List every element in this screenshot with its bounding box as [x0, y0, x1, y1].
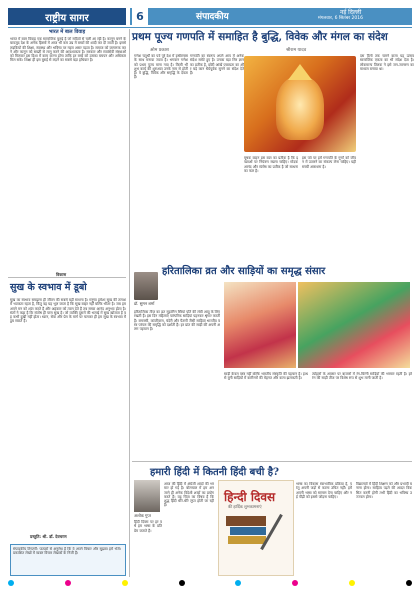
hindi-col-2: भाषा का विकास स्वाभाविक प्रक्रिया है, परंतु अपनी जड़ों से कटना उचित नहीं। हमें अपनी भाषा को सम्मान देना चाहिए और नई पीढ़ी को इससे जोड़ना चाहिए।	[296, 482, 352, 499]
registration-dot-icon	[65, 580, 71, 586]
teej-writer-photo	[134, 272, 158, 300]
masthead-divider	[8, 27, 412, 28]
main-byline-right: श्रीराम यादव	[286, 48, 307, 53]
teej-photo-women	[298, 282, 410, 368]
left-column-subhead: भारत में बाल विवाह	[48, 29, 86, 35]
print-registration-bar	[8, 580, 412, 586]
left-column-2-body: सुख का स्वभाव समझना ही जीवन की सबसे बड़ी साधना है। मनुष्य हमेशा सुख की तलाश में भटकता रहता है, किंतु वह यह भूल जाता है कि सुख बाहर नहीं बल्कि भीतर है। जब हम अपने मन को शांत करते हैं और अहंकार को त्याग देते हैं तब सच्चा आनंद अनुभव होता है। संतों ने कहा है कि संतोष ही परम सुख है। जो व्यक्ति दूसरों की भलाई में सुख खोजता है वह कभी दुखी नहीं होता। ध्यान, सेवा और प्रेम के मार्ग पर चलकर ही हम सुख के स्वभाव में डूब सकते हैं।	[10, 298, 126, 324]
hindi-col-3: विद्यालयों में हिंदी शिक्षण को और प्रभावी बनाना होगा। साहित्य पढ़ने की आदत विकसित करनी होगी तभी हिंदी का भविष्य उज्ज्वल होगा।	[356, 482, 412, 499]
main-article-col-2: गणपति का स्वरूप अपने आप में अनेक संदेश समेटे हुए है। उनका बड़ा सिर ज्ञान का प्रतीक है, छोटी आंखें एकाग्रता का और बड़े कान धैर्यपूर्वक सुनने का संदेश देते हैं।	[190, 54, 244, 76]
left-column-2-signature: प्रस्तुति: श्री. डॉ. देवचरण	[30, 534, 67, 539]
hindi-writer-name: अशोक गुप्त	[134, 513, 151, 518]
left-column-2-headline: सुख के स्वभाव में डूबो	[10, 282, 87, 293]
hindi-divas-subtitle: की हार्दिक शुभकामनाएं	[228, 504, 262, 509]
masthead-bar	[130, 8, 412, 25]
main-article-col-1: गणेश चतुर्थी का पर्व पूरे देश में हर्षोल्लास के साथ मनाया जाता है। भगवान गणेश को प्रथम पूज्य माना गया है। किसी भी शुभ कार्य की शुरुआत उनके नाम से होती है। वे बुद्धि, विवेक और समृद्धि के देवता हैं।	[134, 54, 188, 80]
teej-writer-name: डॉ. सुमन शर्मा	[134, 301, 155, 306]
left-column-body: भारत में बाल विवाह एक सामाजिक बुराई है जो सदियों से चली आ रही है। कानून बनने के बावजूद देश के अनेक हिस्सों में आज भी कम उम्र में बच्चों की शादी कर दी जाती है। इससे लड़कियों की शिक्षा, स्वास्थ्य और भविष्य पर गहरा असर पड़ता है। समाज को जागरूक करने और कानून को सख्ती से लागू करने की आवश्यकता है। सरकार और स्वयंसेवी संस्थाओं को मिलकर इस दिशा में काम करना होगा ताकि हर बच्चे को उसका बचपन और अधिकार मिल सके। शिक्षा ही इस बुराई से लड़ने का सबसे बड़ा हथियार है।	[10, 37, 126, 63]
left-divider	[8, 277, 126, 278]
registration-dot-icon	[235, 580, 241, 586]
main-headline: प्रथम पूज्य गणपति में समाहित है बुद्धि, विवेक और मंगल का संदेश	[132, 31, 388, 43]
column-divider	[129, 29, 130, 577]
main-article-col-4: इस पर्व पर हमें गणपति के गुणों को जीवन में उतारने का संकल्प लेना चाहिए। यही सच्ची आराधना है।	[302, 156, 356, 169]
registration-dot-icon	[292, 580, 298, 586]
teej-col-mid: साड़ी केवल वस्त्र नहीं बल्कि भारतीय संस्कृति की पहचान है। हाथ से बुनी साड़ियों में कारीगरों की मेहनत और कला झलकती है।	[224, 372, 308, 381]
main-byline-left: ओम प्रकाश	[150, 48, 169, 53]
hindi-writer-photo	[134, 480, 160, 512]
main-article-col-5: दस दिनों तक चलने वाला यह उत्सव सामाजिक एकता का भी संदेश देता है। लोकमान्य तिलक ने इसे जन-जागरण का माध्यम बनाया था।	[360, 54, 414, 71]
hindi-headline: हमारी हिंदी में कितनी हिंदी बची है?	[150, 467, 279, 478]
editorial-note-text: संपादकीय टिप्पणी: पाठकों से अनुरोध है कि वे अपने विचार और सुझाव हमें भेजें। प्रकाशित लेखों में व्यक्त विचार लेखकों के निजी हैं।	[13, 547, 121, 556]
hindi-col-0: हिंदी दिवस पर हर वर्ष हम भाषा के प्रति प्रेम जताते हैं।	[134, 520, 162, 533]
section-label-left: राष्ट्रीय सागर	[8, 8, 126, 25]
hindi-divas-title: हिन्दी दिवस	[224, 490, 276, 504]
section-title: संपादकीय	[196, 12, 229, 22]
main-article-col-3: मूषक वाहन इस बात का प्रतीक है कि इच्छाओं पर नियंत्रण रखना चाहिए। मोदक आनंद और संतोष का प्रतीक है जो साधना का फल है।	[244, 156, 298, 173]
teej-headline: हरितालिका व्रत और साड़ियों का समृद्ध संसार	[162, 266, 326, 277]
ganesha-figure	[276, 76, 324, 140]
registration-dot-icon	[406, 580, 412, 586]
section-divider	[132, 461, 412, 462]
registration-dot-icon	[8, 580, 14, 586]
book-icon	[228, 536, 266, 544]
teej-col-left: हरितालिका तीज का व्रत सुहागिन स्त्रियां पति की लंबी आयु के लिए रखती हैं। इस दिन महिलाएं पारंपरिक साड़ियां पहनकर श्रृंगार करती हैं। बनारसी, कांजीवरम, चंदेरी और पैठणी जैसी साड़ियां भारतीय वस्त्र परंपरा की समृद्धि को दर्शाती हैं। हर प्रांत की साड़ी की अपनी अलग पहचान है।	[134, 310, 220, 332]
teej-col-right: त्योहारों के अवसर पर बाजारों में रंग-बिरंगी साड़ियों की भरमार रहती है। हरे रंग की साड़ी तीज पर विशेष रूप से शुभ मानी जाती है।	[312, 372, 412, 381]
teej-photo-worship	[224, 282, 296, 368]
book-icon	[226, 516, 266, 526]
page-number: 6	[132, 8, 148, 25]
registration-dot-icon	[122, 580, 128, 586]
city-name: नई दिल्ली	[340, 9, 362, 16]
left-column-signature: विकास	[56, 272, 67, 277]
registration-dot-icon	[349, 580, 355, 586]
dateline: मंगलवार, 6 सितंबर 2016	[318, 16, 364, 21]
registration-dot-icon	[179, 580, 185, 586]
hindi-col-1: आज की हिंदी में अंग्रेजी शब्दों की भरमार हो गई है। बोलचाल में हम अनजाने ही अनेक विदेशी शब्दों का प्रयोग करते हैं। यह चिंता का विषय है कि शुद्ध हिंदी धीरे-धीरे लुप्त होती जा रही है।	[164, 482, 214, 508]
book-icon	[230, 527, 266, 535]
